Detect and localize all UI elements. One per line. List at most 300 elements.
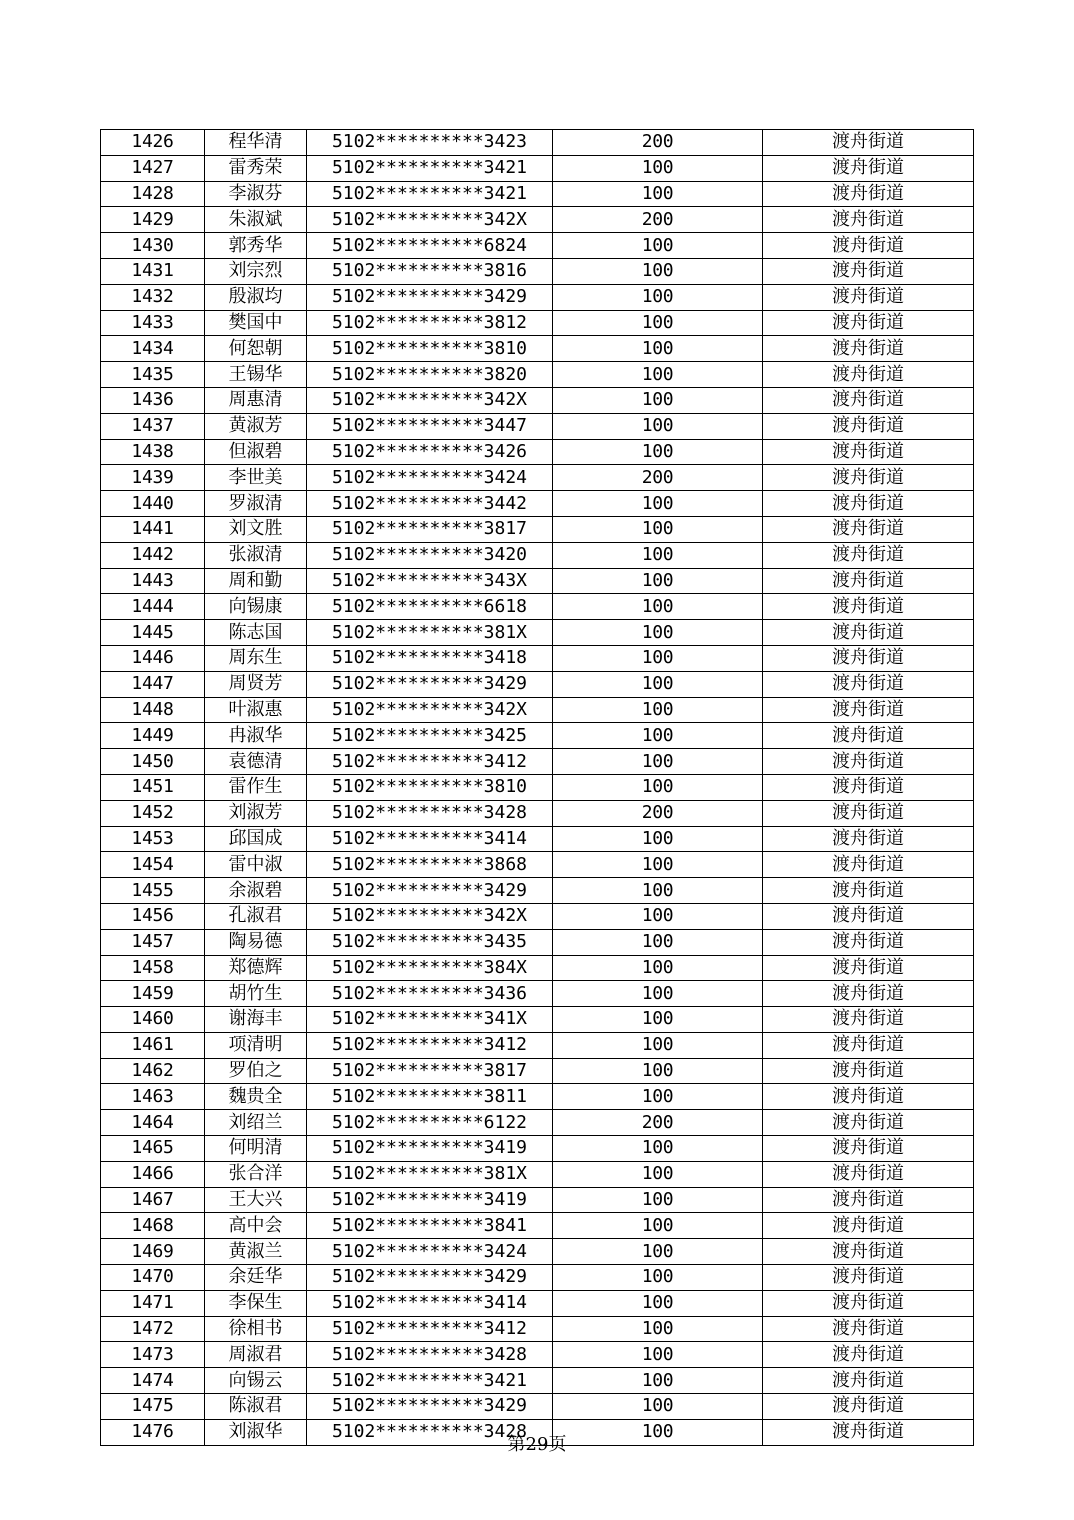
row-number-cell: 1438 bbox=[101, 439, 205, 465]
table-row bbox=[101, 465, 974, 491]
name-cell: 王大兴 bbox=[205, 1187, 307, 1213]
id-number-cell: 5102**********6122 bbox=[307, 1110, 553, 1136]
name-cell: 魏贵全 bbox=[205, 1084, 307, 1110]
location-cell: 渡舟街道 bbox=[763, 1265, 974, 1291]
table-row bbox=[101, 516, 974, 542]
id-number-cell: 5102**********3429 bbox=[307, 878, 553, 904]
amount-cell: 100 bbox=[553, 981, 763, 1007]
row-number-cell: 1459 bbox=[101, 981, 205, 1007]
id-number-cell: 5102**********3429 bbox=[307, 1265, 553, 1291]
row-number-cell: 1458 bbox=[101, 955, 205, 981]
location-cell: 渡舟街道 bbox=[763, 465, 974, 491]
id-number-cell: 5102**********3820 bbox=[307, 362, 553, 388]
id-number-cell: 5102**********3426 bbox=[307, 439, 553, 465]
location-cell: 渡舟街道 bbox=[763, 1187, 974, 1213]
amount-cell: 100 bbox=[553, 1316, 763, 1342]
row-number-cell: 1446 bbox=[101, 645, 205, 671]
row-number-cell: 1463 bbox=[101, 1084, 205, 1110]
amount-cell: 100 bbox=[553, 439, 763, 465]
location-cell: 渡舟街道 bbox=[763, 542, 974, 568]
id-number-cell: 5102**********342X bbox=[307, 903, 553, 929]
location-cell: 渡舟街道 bbox=[763, 878, 974, 904]
row-number-cell: 1439 bbox=[101, 465, 205, 491]
row-number-cell: 1454 bbox=[101, 852, 205, 878]
table-row bbox=[101, 1007, 974, 1033]
amount-cell: 100 bbox=[553, 387, 763, 413]
amount-cell: 100 bbox=[553, 1187, 763, 1213]
location-cell: 渡舟街道 bbox=[763, 697, 974, 723]
table-row bbox=[101, 155, 974, 181]
location-cell: 渡舟街道 bbox=[763, 1084, 974, 1110]
id-number-cell: 5102**********3442 bbox=[307, 491, 553, 517]
row-number-cell: 1474 bbox=[101, 1368, 205, 1394]
amount-cell: 200 bbox=[553, 1110, 763, 1136]
row-number-cell: 1461 bbox=[101, 1032, 205, 1058]
id-number-cell: 5102**********3816 bbox=[307, 258, 553, 284]
table-row bbox=[101, 1161, 974, 1187]
id-number-cell: 5102**********381X bbox=[307, 1161, 553, 1187]
amount-cell: 100 bbox=[553, 826, 763, 852]
id-number-cell: 5102**********3435 bbox=[307, 929, 553, 955]
table-row bbox=[101, 181, 974, 207]
row-number-cell: 1451 bbox=[101, 774, 205, 800]
amount-cell: 100 bbox=[553, 878, 763, 904]
name-cell: 李淑芬 bbox=[205, 181, 307, 207]
amount-cell: 100 bbox=[553, 594, 763, 620]
id-number-cell: 5102**********3421 bbox=[307, 155, 553, 181]
amount-cell: 100 bbox=[553, 1394, 763, 1420]
table-row bbox=[101, 697, 974, 723]
location-cell: 渡舟街道 bbox=[763, 439, 974, 465]
row-number-cell: 1468 bbox=[101, 1213, 205, 1239]
id-number-cell: 5102**********342X bbox=[307, 207, 553, 233]
row-number-cell: 1460 bbox=[101, 1007, 205, 1033]
location-cell: 渡舟街道 bbox=[763, 671, 974, 697]
row-number-cell: 1432 bbox=[101, 284, 205, 310]
id-number-cell: 5102**********3841 bbox=[307, 1213, 553, 1239]
row-number-cell: 1427 bbox=[101, 155, 205, 181]
amount-cell: 100 bbox=[553, 1007, 763, 1033]
id-number-cell: 5102**********3817 bbox=[307, 1058, 553, 1084]
amount-cell: 100 bbox=[553, 1058, 763, 1084]
table-row bbox=[101, 439, 974, 465]
amount-cell: 200 bbox=[553, 207, 763, 233]
name-cell: 刘文胜 bbox=[205, 516, 307, 542]
location-cell: 渡舟街道 bbox=[763, 1110, 974, 1136]
amount-cell: 100 bbox=[553, 1368, 763, 1394]
row-number-cell: 1462 bbox=[101, 1058, 205, 1084]
row-number-cell: 1470 bbox=[101, 1265, 205, 1291]
id-number-cell: 5102**********3811 bbox=[307, 1084, 553, 1110]
row-number-cell: 1447 bbox=[101, 671, 205, 697]
amount-cell: 100 bbox=[553, 1239, 763, 1265]
amount-cell: 100 bbox=[553, 542, 763, 568]
id-number-cell: 5102**********3428 bbox=[307, 1419, 553, 1445]
amount-cell: 100 bbox=[553, 723, 763, 749]
id-number-cell: 5102**********3810 bbox=[307, 774, 553, 800]
row-number-cell: 1436 bbox=[101, 387, 205, 413]
name-cell: 雷中淑 bbox=[205, 852, 307, 878]
location-cell: 渡舟街道 bbox=[763, 1032, 974, 1058]
table-row bbox=[101, 749, 974, 775]
table-row bbox=[101, 903, 974, 929]
amount-cell: 100 bbox=[553, 1419, 763, 1445]
row-number-cell: 1457 bbox=[101, 929, 205, 955]
id-number-cell: 5102**********342X bbox=[307, 697, 553, 723]
row-number-cell: 1437 bbox=[101, 413, 205, 439]
table-row bbox=[101, 1265, 974, 1291]
table-row bbox=[101, 284, 974, 310]
amount-cell: 100 bbox=[553, 903, 763, 929]
row-number-cell: 1435 bbox=[101, 362, 205, 388]
amount-cell: 100 bbox=[553, 310, 763, 336]
row-number-cell: 1464 bbox=[101, 1110, 205, 1136]
name-cell: 张淑清 bbox=[205, 542, 307, 568]
amount-cell: 100 bbox=[553, 413, 763, 439]
id-number-cell: 5102**********3421 bbox=[307, 1368, 553, 1394]
name-cell: 黄淑芳 bbox=[205, 413, 307, 439]
row-number-cell: 1443 bbox=[101, 568, 205, 594]
table-row bbox=[101, 774, 974, 800]
amount-cell: 200 bbox=[553, 465, 763, 491]
id-number-cell: 5102**********3421 bbox=[307, 181, 553, 207]
table-row bbox=[101, 981, 974, 1007]
amount-cell: 100 bbox=[553, 336, 763, 362]
id-number-cell: 5102**********3414 bbox=[307, 1290, 553, 1316]
name-cell: 何明清 bbox=[205, 1136, 307, 1162]
subsidy-register-table bbox=[100, 129, 974, 1446]
row-number-cell: 1455 bbox=[101, 878, 205, 904]
amount-cell: 100 bbox=[553, 181, 763, 207]
location-cell: 渡舟街道 bbox=[763, 955, 974, 981]
row-number-cell: 1475 bbox=[101, 1394, 205, 1420]
location-cell: 渡舟街道 bbox=[763, 258, 974, 284]
name-cell: 张合洋 bbox=[205, 1161, 307, 1187]
row-number-cell: 1472 bbox=[101, 1316, 205, 1342]
table-row bbox=[101, 878, 974, 904]
name-cell: 周淑君 bbox=[205, 1342, 307, 1368]
row-number-cell: 1450 bbox=[101, 749, 205, 775]
location-cell: 渡舟街道 bbox=[763, 1419, 974, 1445]
id-number-cell: 5102**********3817 bbox=[307, 516, 553, 542]
amount-cell: 100 bbox=[553, 671, 763, 697]
table-row bbox=[101, 1084, 974, 1110]
id-number-cell: 5102**********343X bbox=[307, 568, 553, 594]
table-row bbox=[101, 568, 974, 594]
name-cell: 项清明 bbox=[205, 1032, 307, 1058]
row-number-cell: 1453 bbox=[101, 826, 205, 852]
location-cell: 渡舟街道 bbox=[763, 594, 974, 620]
amount-cell: 100 bbox=[553, 1290, 763, 1316]
amount-cell: 100 bbox=[553, 620, 763, 646]
table-row bbox=[101, 1032, 974, 1058]
location-cell: 渡舟街道 bbox=[763, 1290, 974, 1316]
row-number-cell: 1434 bbox=[101, 336, 205, 362]
location-cell: 渡舟街道 bbox=[763, 1136, 974, 1162]
name-cell: 郑德辉 bbox=[205, 955, 307, 981]
amount-cell: 100 bbox=[553, 1084, 763, 1110]
row-number-cell: 1442 bbox=[101, 542, 205, 568]
location-cell: 渡舟街道 bbox=[763, 516, 974, 542]
table-row bbox=[101, 258, 974, 284]
location-cell: 渡舟街道 bbox=[763, 723, 974, 749]
name-cell: 雷作生 bbox=[205, 774, 307, 800]
row-number-cell: 1430 bbox=[101, 233, 205, 259]
amount-cell: 100 bbox=[553, 516, 763, 542]
name-cell: 殷淑均 bbox=[205, 284, 307, 310]
table-row bbox=[101, 1394, 974, 1420]
location-cell: 渡舟街道 bbox=[763, 620, 974, 646]
name-cell: 周贤芳 bbox=[205, 671, 307, 697]
name-cell: 黄淑兰 bbox=[205, 1239, 307, 1265]
table-row bbox=[101, 362, 974, 388]
row-number-cell: 1469 bbox=[101, 1239, 205, 1265]
id-number-cell: 5102**********3428 bbox=[307, 1342, 553, 1368]
location-cell: 渡舟街道 bbox=[763, 1316, 974, 1342]
id-number-cell: 5102**********3420 bbox=[307, 542, 553, 568]
amount-cell: 100 bbox=[553, 233, 763, 259]
location-cell: 渡舟街道 bbox=[763, 1368, 974, 1394]
table-row bbox=[101, 800, 974, 826]
row-number-cell: 1426 bbox=[101, 130, 205, 156]
location-cell: 渡舟街道 bbox=[763, 155, 974, 181]
table-row bbox=[101, 1342, 974, 1368]
name-cell: 谢海丰 bbox=[205, 1007, 307, 1033]
name-cell: 余廷华 bbox=[205, 1265, 307, 1291]
id-number-cell: 5102**********3812 bbox=[307, 310, 553, 336]
id-number-cell: 5102**********6824 bbox=[307, 233, 553, 259]
location-cell: 渡舟街道 bbox=[763, 310, 974, 336]
location-cell: 渡舟街道 bbox=[763, 336, 974, 362]
name-cell: 向锡云 bbox=[205, 1368, 307, 1394]
table-row bbox=[101, 1290, 974, 1316]
name-cell: 刘淑芳 bbox=[205, 800, 307, 826]
row-number-cell: 1448 bbox=[101, 697, 205, 723]
name-cell: 王锡华 bbox=[205, 362, 307, 388]
name-cell: 程华清 bbox=[205, 130, 307, 156]
table-row bbox=[101, 1136, 974, 1162]
location-cell: 渡舟街道 bbox=[763, 981, 974, 1007]
name-cell: 李保生 bbox=[205, 1290, 307, 1316]
table-row bbox=[101, 826, 974, 852]
id-number-cell: 5102**********3425 bbox=[307, 723, 553, 749]
location-cell: 渡舟街道 bbox=[763, 207, 974, 233]
amount-cell: 100 bbox=[553, 1161, 763, 1187]
name-cell: 周惠清 bbox=[205, 387, 307, 413]
name-cell: 邱国成 bbox=[205, 826, 307, 852]
page-number: 第29页 bbox=[507, 1434, 567, 1455]
register-sheet bbox=[100, 129, 973, 1446]
amount-cell: 100 bbox=[553, 1213, 763, 1239]
name-cell: 朱淑斌 bbox=[205, 207, 307, 233]
row-number-cell: 1440 bbox=[101, 491, 205, 517]
amount-cell: 100 bbox=[553, 1136, 763, 1162]
table-row bbox=[101, 1058, 974, 1084]
location-cell: 渡舟街道 bbox=[763, 800, 974, 826]
location-cell: 渡舟街道 bbox=[763, 826, 974, 852]
name-cell: 高中会 bbox=[205, 1213, 307, 1239]
amount-cell: 100 bbox=[553, 1265, 763, 1291]
row-number-cell: 1476 bbox=[101, 1419, 205, 1445]
name-cell: 余淑碧 bbox=[205, 878, 307, 904]
amount-cell: 100 bbox=[553, 697, 763, 723]
amount-cell: 100 bbox=[553, 155, 763, 181]
name-cell: 雷秀荣 bbox=[205, 155, 307, 181]
location-cell: 渡舟街道 bbox=[763, 645, 974, 671]
location-cell: 渡舟街道 bbox=[763, 568, 974, 594]
row-number-cell: 1452 bbox=[101, 800, 205, 826]
table-row bbox=[101, 542, 974, 568]
id-number-cell: 5102**********3424 bbox=[307, 1239, 553, 1265]
row-number-cell: 1466 bbox=[101, 1161, 205, 1187]
table-row bbox=[101, 852, 974, 878]
amount-cell: 100 bbox=[553, 749, 763, 775]
row-number-cell: 1449 bbox=[101, 723, 205, 749]
id-number-cell: 5102**********3810 bbox=[307, 336, 553, 362]
table-body bbox=[101, 130, 974, 1446]
name-cell: 何恕朝 bbox=[205, 336, 307, 362]
amount-cell: 100 bbox=[553, 774, 763, 800]
id-number-cell: 5102**********3412 bbox=[307, 749, 553, 775]
row-number-cell: 1433 bbox=[101, 310, 205, 336]
location-cell: 渡舟街道 bbox=[763, 774, 974, 800]
row-number-cell: 1445 bbox=[101, 620, 205, 646]
name-cell: 罗伯之 bbox=[205, 1058, 307, 1084]
name-cell: 陈淑君 bbox=[205, 1394, 307, 1420]
location-cell: 渡舟街道 bbox=[763, 1342, 974, 1368]
row-number-cell: 1456 bbox=[101, 903, 205, 929]
row-number-cell: 1444 bbox=[101, 594, 205, 620]
name-cell: 胡竹生 bbox=[205, 981, 307, 1007]
amount-cell: 100 bbox=[553, 929, 763, 955]
amount-cell: 100 bbox=[553, 491, 763, 517]
amount-cell: 100 bbox=[553, 852, 763, 878]
id-number-cell: 5102**********342X bbox=[307, 387, 553, 413]
id-number-cell: 5102**********3429 bbox=[307, 671, 553, 697]
name-cell: 刘淑华 bbox=[205, 1419, 307, 1445]
id-number-cell: 5102**********3424 bbox=[307, 465, 553, 491]
amount-cell: 100 bbox=[553, 362, 763, 388]
table-row bbox=[101, 130, 974, 156]
location-cell: 渡舟街道 bbox=[763, 903, 974, 929]
table-row bbox=[101, 594, 974, 620]
id-number-cell: 5102**********3412 bbox=[307, 1316, 553, 1342]
location-cell: 渡舟街道 bbox=[763, 1213, 974, 1239]
table-row bbox=[101, 207, 974, 233]
id-number-cell: 5102**********3419 bbox=[307, 1187, 553, 1213]
id-number-cell: 5102**********384X bbox=[307, 955, 553, 981]
location-cell: 渡舟街道 bbox=[763, 130, 974, 156]
id-number-cell: 5102**********3418 bbox=[307, 645, 553, 671]
table-row bbox=[101, 387, 974, 413]
table-row bbox=[101, 671, 974, 697]
table-row bbox=[101, 1110, 974, 1136]
id-number-cell: 5102**********3429 bbox=[307, 284, 553, 310]
table-row bbox=[101, 1316, 974, 1342]
name-cell: 孔淑君 bbox=[205, 903, 307, 929]
table-row bbox=[101, 336, 974, 362]
name-cell: 叶淑惠 bbox=[205, 697, 307, 723]
table-row bbox=[101, 1239, 974, 1265]
amount-cell: 100 bbox=[553, 645, 763, 671]
table-row bbox=[101, 233, 974, 259]
name-cell: 周和勤 bbox=[205, 568, 307, 594]
row-number-cell: 1441 bbox=[101, 516, 205, 542]
location-cell: 渡舟街道 bbox=[763, 181, 974, 207]
row-number-cell: 1428 bbox=[101, 181, 205, 207]
location-cell: 渡舟街道 bbox=[763, 852, 974, 878]
location-cell: 渡舟街道 bbox=[763, 387, 974, 413]
id-number-cell: 5102**********3429 bbox=[307, 1394, 553, 1420]
location-cell: 渡舟街道 bbox=[763, 284, 974, 310]
id-number-cell: 5102**********6618 bbox=[307, 594, 553, 620]
id-number-cell: 5102**********3868 bbox=[307, 852, 553, 878]
amount-cell: 100 bbox=[553, 258, 763, 284]
name-cell: 郭秀华 bbox=[205, 233, 307, 259]
location-cell: 渡舟街道 bbox=[763, 413, 974, 439]
name-cell: 周东生 bbox=[205, 645, 307, 671]
id-number-cell: 5102**********3412 bbox=[307, 1032, 553, 1058]
id-number-cell: 5102**********341X bbox=[307, 1007, 553, 1033]
location-cell: 渡舟街道 bbox=[763, 1161, 974, 1187]
name-cell: 袁德清 bbox=[205, 749, 307, 775]
location-cell: 渡舟街道 bbox=[763, 362, 974, 388]
location-cell: 渡舟街道 bbox=[763, 749, 974, 775]
location-cell: 渡舟街道 bbox=[763, 1007, 974, 1033]
id-number-cell: 5102**********3414 bbox=[307, 826, 553, 852]
table-row bbox=[101, 645, 974, 671]
id-number-cell: 5102**********3447 bbox=[307, 413, 553, 439]
row-number-cell: 1471 bbox=[101, 1290, 205, 1316]
row-number-cell: 1429 bbox=[101, 207, 205, 233]
amount-cell: 100 bbox=[553, 1342, 763, 1368]
table-row bbox=[101, 620, 974, 646]
location-cell: 渡舟街道 bbox=[763, 1058, 974, 1084]
row-number-cell: 1431 bbox=[101, 258, 205, 284]
amount-cell: 100 bbox=[553, 284, 763, 310]
amount-cell: 200 bbox=[553, 800, 763, 826]
table-row bbox=[101, 413, 974, 439]
location-cell: 渡舟街道 bbox=[763, 1394, 974, 1420]
amount-cell: 100 bbox=[553, 568, 763, 594]
name-cell: 樊国中 bbox=[205, 310, 307, 336]
id-number-cell: 5102**********3423 bbox=[307, 130, 553, 156]
location-cell: 渡舟街道 bbox=[763, 233, 974, 259]
location-cell: 渡舟街道 bbox=[763, 491, 974, 517]
table-row bbox=[101, 1187, 974, 1213]
id-number-cell: 5102**********381X bbox=[307, 620, 553, 646]
table-row bbox=[101, 723, 974, 749]
name-cell: 刘宗烈 bbox=[205, 258, 307, 284]
name-cell: 陶易德 bbox=[205, 929, 307, 955]
amount-cell: 200 bbox=[553, 130, 763, 156]
name-cell: 冉淑华 bbox=[205, 723, 307, 749]
table-row bbox=[101, 929, 974, 955]
row-number-cell: 1473 bbox=[101, 1342, 205, 1368]
id-number-cell: 5102**********3419 bbox=[307, 1136, 553, 1162]
name-cell: 陈志国 bbox=[205, 620, 307, 646]
name-cell: 但淑碧 bbox=[205, 439, 307, 465]
name-cell: 徐相书 bbox=[205, 1316, 307, 1342]
table-row bbox=[101, 491, 974, 517]
name-cell: 李世美 bbox=[205, 465, 307, 491]
table-row bbox=[101, 310, 974, 336]
name-cell: 向锡康 bbox=[205, 594, 307, 620]
amount-cell: 100 bbox=[553, 1032, 763, 1058]
row-number-cell: 1465 bbox=[101, 1136, 205, 1162]
row-number-cell: 1467 bbox=[101, 1187, 205, 1213]
name-cell: 刘绍兰 bbox=[205, 1110, 307, 1136]
